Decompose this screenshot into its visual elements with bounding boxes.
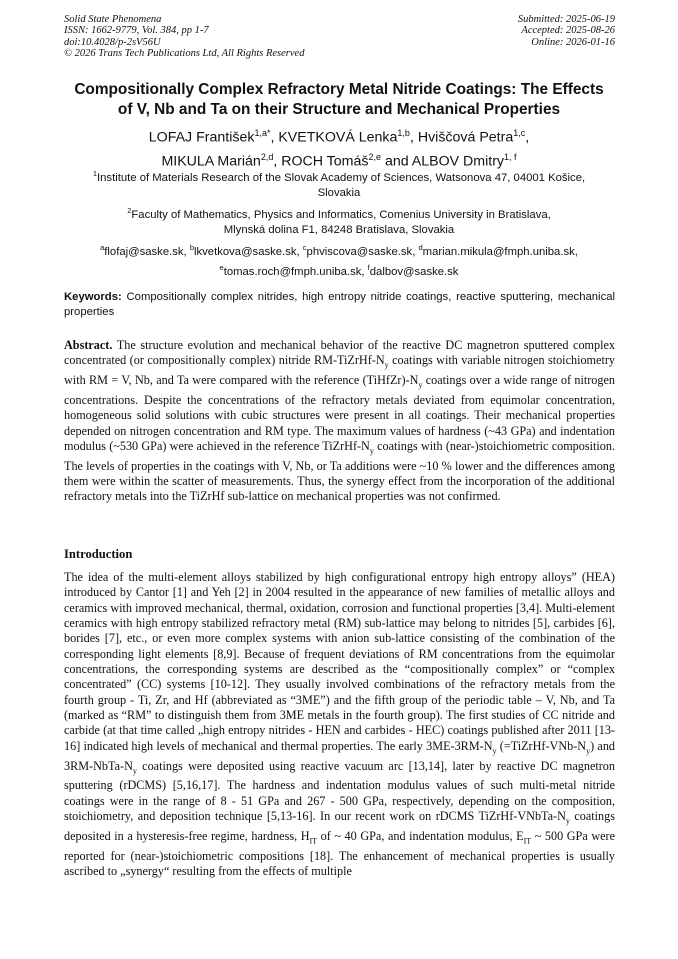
author-affiliation-mark: 2,d xyxy=(260,152,274,163)
abstract-text: coatings with (near-)stoichiometric composition. The levels of properties in the coatings with V, Nb, or Ta additions were ~10 % lower and the differences among them were within the scatter of measurements. Thus, the synergy effect from the incorporation of the additional refractory metals into the TiZrHf sub-lattice on mechanical properties was not confirmed. xyxy=(64,438,615,504)
paper-title xyxy=(40,80,638,120)
author-affiliation-mark: 1,a* xyxy=(254,128,271,138)
abstract-text: coatings with variable nitrogen stoichiometry with RM = V, Nb, and Ta were compared with the reference (TiHfZr)-N xyxy=(64,353,615,388)
affiliation-text: Mlynská dolina F1, 84248 Bratislava, Slovakia xyxy=(223,224,455,237)
author-affiliation-mark: 1, f xyxy=(504,152,517,163)
subscript: y xyxy=(384,360,389,370)
affiliation-text: Institute of Materials Research of the Slovak Academy of Sciences, Watsonova 47, 04001 Košice, xyxy=(97,171,586,184)
affiliation-2 xyxy=(60,203,618,239)
introduction-paragraph xyxy=(64,570,615,879)
abstract-label: Abstract. xyxy=(64,338,113,352)
abstract-section xyxy=(64,338,615,505)
affiliation-1 xyxy=(60,166,618,202)
affiliation-text: Slovakia xyxy=(317,187,361,200)
subscript: y xyxy=(565,816,570,826)
email-mark: e xyxy=(219,263,224,273)
subscript: y xyxy=(492,746,497,756)
email-mark: d xyxy=(418,243,423,252)
email-link[interactable]: tomas.roch@fmph.uniba.sk, xyxy=(223,266,365,279)
subscript: y xyxy=(132,766,137,775)
email-link[interactable]: marian.mikula@fmph.uniba.sk, xyxy=(422,245,578,258)
subscript: y xyxy=(369,446,374,456)
abstract-text: coatings over a wide range of nitrogen concentrations. Despite the concentrations of the refractory metals deviated from equimolar concentration, homogeneous solid solutions with cubic structures were present in all coatings. Their mechanical properties depended on nitrogen concentration and RM type. The maximum values of hardness (~43 GPa) and indentation modulus (~530 GPa) were achieved in the reference TiZrHf-N xyxy=(64,373,615,453)
title-line-2: of V, Nb and Ta on their Structure and Mechanical Properties xyxy=(117,101,561,118)
subscript: y xyxy=(586,746,591,756)
title-line-1: Compositionally Complex Refractory Metal Nitride Coatings: The Effects xyxy=(74,81,604,98)
email-link[interactable]: dalbov@saske.sk xyxy=(369,266,459,279)
author-line-1: LOFAJ František$^{1,a*}$, KVETKOVÁ Lenka$^{1,b}$, Hviščová Petra$^{1,c}$, xyxy=(148,128,530,146)
journal-copyright: © 2026 Trans Tech Publications Ltd, All Rights Reserved xyxy=(64,48,305,60)
email-mark: f xyxy=(367,263,370,273)
author-affiliation-mark: 1,c xyxy=(513,128,526,138)
dates-header xyxy=(518,14,615,48)
journal-issn: ISSN: 1662-9779, Vol. 384, pp 1-7 xyxy=(64,25,209,37)
body-text: (=TiZrHf-VNb-N xyxy=(496,738,587,753)
accepted-date: Accepted: 2025-08-26 xyxy=(521,25,615,37)
affiliation-text: Faculty of Mathematics, Physics and Informatics, Comenius University in Bratislava, xyxy=(131,208,551,221)
email-link[interactable]: phviscova@saske.sk, xyxy=(306,245,416,258)
keywords-text: Compositionally complex nitrides, high entropy nitride coatings, reactive sputtering, mechanical properties xyxy=(64,291,616,319)
affiliation-number: 1 xyxy=(92,169,98,178)
journal-doi[interactable]: doi:10.4028/p-2sV56U xyxy=(64,36,161,48)
submitted-date: Submitted: 2025-06-19 xyxy=(517,14,615,25)
body-text: coatings deposited in a hysteresis-free regime, hardness, H xyxy=(64,809,615,843)
author-name: ALBOV Dmitry xyxy=(411,153,505,170)
abstract-text: The structure evolution and mechanical behavior of the reactive DC magnetron sputtered complex concentrated (or compositionally complex) nitride RM-TiZrHf-N xyxy=(64,338,616,368)
email-mark: c xyxy=(302,243,307,252)
body-text: of ~ 40 GPa, and indentation modulus, E xyxy=(317,828,524,843)
affiliation-number: 2 xyxy=(127,206,132,215)
subscript: IT xyxy=(309,836,318,846)
email-link[interactable]: lkvetkova@saske.sk, xyxy=(194,245,300,258)
email-list xyxy=(60,240,618,281)
email-mark: a xyxy=(100,243,105,252)
keywords-section xyxy=(64,290,615,321)
author-name: Hviščová Petra xyxy=(417,129,514,146)
section-heading-introduction: Introduction xyxy=(64,547,133,561)
author-line-2: MIKULA Marián$^{2,d}$, ROCH Tomáš$^{2,e}$ and ALBOV Dmitry$^{1, f}$ xyxy=(161,152,517,170)
journal-name: Solid State Phenomena xyxy=(64,14,162,25)
email-link[interactable]: flofaj@saske.sk, xyxy=(104,245,187,258)
author-affiliation-mark: 1,b xyxy=(397,128,410,138)
author-affiliation-mark: 2,e xyxy=(368,152,381,163)
subscript: IT xyxy=(523,836,532,846)
body-text: ) and 3RM-NbTa-N xyxy=(64,738,616,773)
author-name: KVETKOVÁ Lenka xyxy=(278,129,398,146)
online-date: Online: 2026-01-16 xyxy=(531,36,615,48)
body-text: The idea of the multi-element alloys stabilized by high configurational entropy high entropy alloys” (HEA) introduced by Cantor [1] and Yeh [2] in 2004 resulted in the appearance of new families of metallic alloys and ceramics with improved mechanical, thermal, oxidation, corrosion and functional properties [3,4]. Multi-element ceramics with high entropy stabilized refractory metal (RM) sub-lattice may belong to nitrides [5], carbides [6], borides [7], etc., or even more complex systems with anion sub-lattice consisting of the combination of the corresponding light elements [8,9]. Because of frequent deviations of RM concentrations from the equimolar concentrations, the corresponding systems are described as the “compositionally complex” or “complex concentrated” (CC) systems [10-12]. They usually involved combinations of the refractory metals from the fourth group - Ti, Zr, and Hf (abbreviated as “3ME”) and the fifth group of the periodic table – V, Nb, and Ta (marked as “RM” to distinguish them from 3ME metals in the fourth group). The first studies of CC nitride and carbide (at that time called „high entropy nitrides - HEN and carbides - HEC) coatings published after 2011 [13-16] indicated high levels of mechanical and thermal properties. The early 3ME-3RM-N xyxy=(64,570,615,753)
author-name: MIKULA Marián xyxy=(161,153,261,170)
author-conjunction: and xyxy=(384,153,409,170)
body-text: coatings were deposited using reactive vacuum arc [13,14], later by reactive DC magnetron sputtering (rDCMS) [5,16,17]. The hardness and indentation modulus values of such multi-metal nitride coatings were in the range of 8 - 51 GPa and 267 - 500 GPa, respectively, depending on the composition, stoichiometry, and deposition technique [5,13-16]. In our recent work on rDCMS TiZrHf-VNbTa-N xyxy=(64,758,615,824)
subscript: y xyxy=(418,380,423,390)
author-name: LOFAJ František xyxy=(148,129,255,146)
body-text: ~ 500 GPa were reported for (near-)stoichiometric compositions [18]. The enhancement of mechanical properties is usually ascribed to „synergy“ resulting from the effects of multiple xyxy=(64,828,615,878)
author-name: ROCH Tomáš xyxy=(281,153,369,170)
keywords-label: Keywords: xyxy=(64,291,122,303)
journal-header xyxy=(64,14,304,60)
email-mark: b xyxy=(189,243,194,252)
